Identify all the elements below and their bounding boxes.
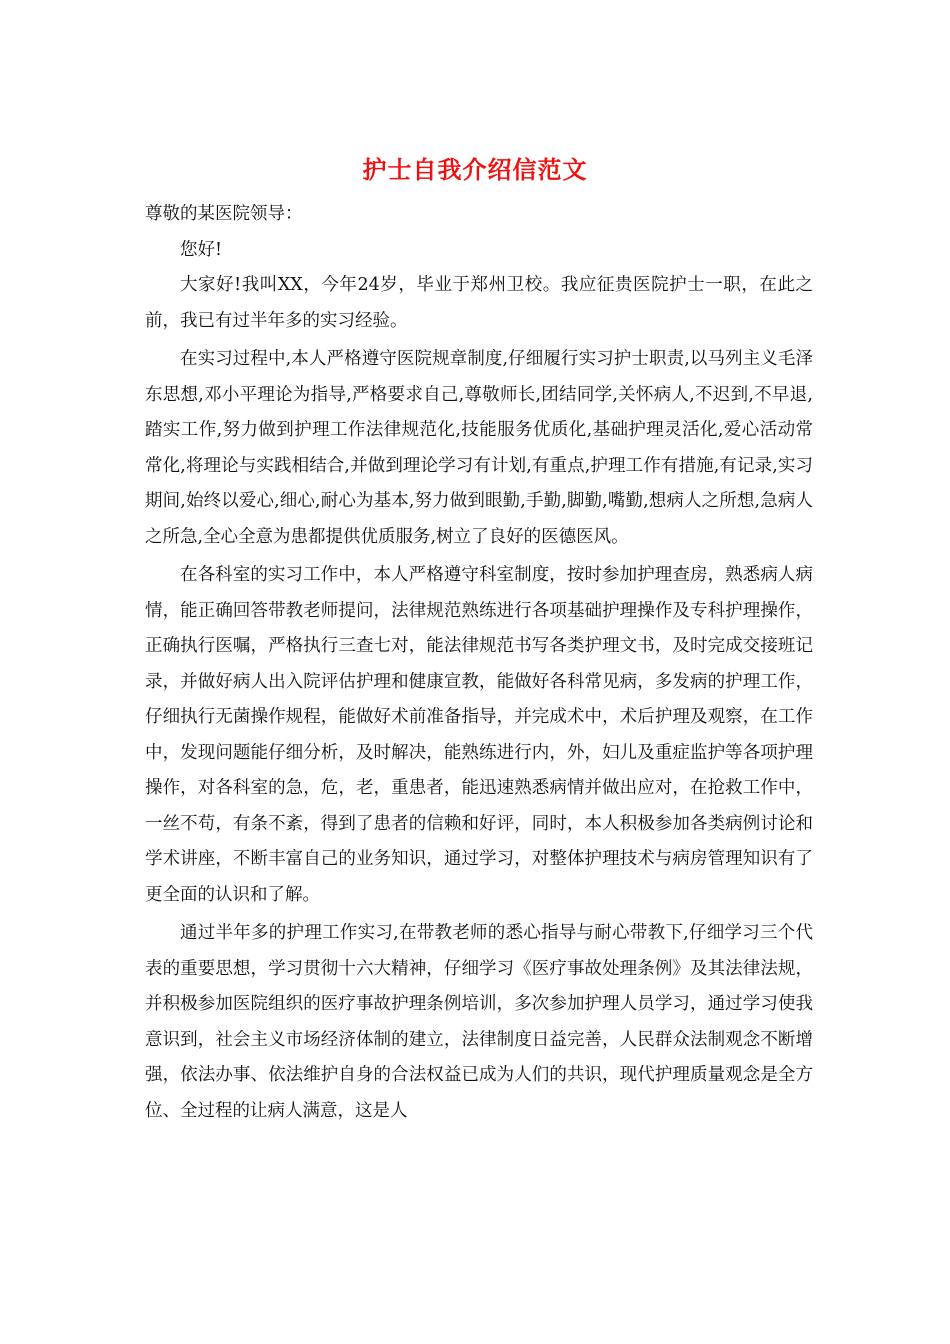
greeting: 您好! xyxy=(180,239,223,260)
paragraph-internship-conduct: 在实习过程中,本人严格遵守医院规章制度,仔细履行实习护士职责,以马列主义毛泽东思想,邓小平理论为指导,严格要求自己,尊敬师长,团结同学,关怀病人,不迟到,不早退,踏实工作,努力做到护理工作法律规范化,技能服务优质化,基础护理灵活化,爱心活动常常化,将理论与实践相结合,并做到理论学习有计划,有重点,护理工作有措施,有记录,实习期间,始终以爱心,细心,耐心为基本,努力做到眼勤,手勤,脚勤,嘴勤,想病人之所想,急病人之所急,全心全意为患都提供优质服务,树立了良好的医德医风。 xyxy=(145,349,813,547)
paragraph-intro: 大家好!我叫XX，今年24岁，毕业于郑州卫校。我应征贵医院护士一职，在此之前，我已有过半年多的实习经验。 xyxy=(145,275,813,331)
paragraph-learning: 通过半年多的护理工作实习,在带教老师的悉心指导与耐心带教下,仔细学习三个代表的重要思想，学习贯彻十六大精神，仔细学习《医疗事故处理条例》及其法律法规，并积极参加医院组织的医疗事故护理条例培训，多次参加护理人员学习，通过学习使我意识到，社会主义市场经济体制的建立，法律制度日益完善，人民群众法制观念不断增强，依法办事、依法维护自身的合法权益已成为人们的共识，现代护理质量观念是全方位、全过程的让病人满意，这是人 xyxy=(145,923,813,1121)
salutation: 尊敬的某医院领导： xyxy=(145,204,303,224)
document-body xyxy=(145,197,813,1129)
document-title: 护士自我介绍信范文 xyxy=(362,155,588,184)
paragraph-department-work: 在各科室的实习工作中，本人严格遵守科室制度，按时参加护理查房，熟悉病人病情，能正确回答带教老师提问，法律规范熟练进行各项基础护理操作及专科护理操作，正确执行医嘱，严格执行三查七对，能法律规范书写各类护理文书，及时完成交接班记录，并做好病人出入院评估护理和健康宣教，能做好各科常见病，多发病的护理工作，仔细执行无菌操作规程，能做好术前准备指导，并完成术中，术后护理及观察，在工作中，发现问题能仔细分析，及时解决，能熟练进行内，外，妇儿及重症监护等各项护理操作，对各科室的急，危，老，重患者，能迅速熟悉病情并做出应对，在抢救工作中，一丝不苟，有条不紊，得到了患者的信赖和好评，同时，本人积极参加各类病例讨论和学术讲座，不断丰富自己的业务知识，通过学习，对整体护理技术与病房管理知识有了更全面的认识和了解。 xyxy=(145,565,813,905)
